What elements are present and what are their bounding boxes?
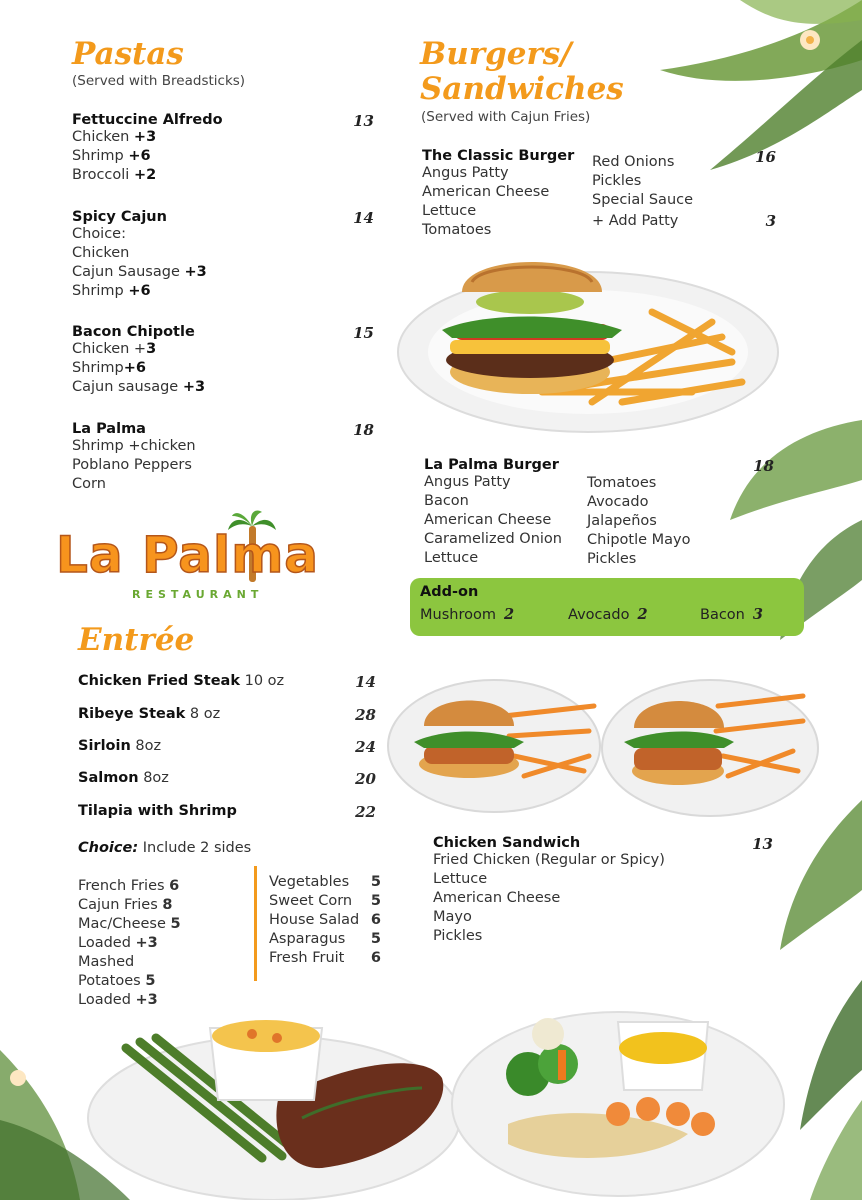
- entree-item: [78, 673, 376, 689]
- entree-item: [78, 770, 376, 786]
- burgers-title-line1: Burgers/: [420, 36, 572, 72]
- entree-item: [78, 738, 376, 754]
- burger-ingredient: Red Onions: [592, 154, 675, 170]
- classic-burger: [422, 148, 776, 238]
- pasta-option-price: +3: [184, 264, 207, 280]
- logo-tagline: RESTAURANT: [132, 588, 264, 601]
- add-patty-label: + Add Patty: [592, 213, 679, 229]
- addon-box: [410, 578, 804, 636]
- side-item: Fresh Fruit 6: [269, 950, 381, 966]
- entree-item-price: 24: [355, 738, 376, 756]
- pasta-option-price: +6: [128, 148, 151, 164]
- sandwich-ingredient: Fried Chicken (Regular or Spicy): [433, 852, 665, 868]
- addon-item: Bacon 3: [700, 606, 763, 623]
- entree-item-name: Sirloin: [78, 738, 131, 754]
- classic-burger-photo: [392, 242, 784, 438]
- entree-item: [78, 706, 376, 722]
- entree-item-price: 28: [355, 706, 376, 724]
- add-patty-price: 3: [765, 212, 776, 230]
- side-item: Cajun Fries 8: [78, 897, 173, 913]
- pasta-option: Cajun sausage: [72, 379, 183, 395]
- burger-ingredient: Special Sauce: [592, 192, 694, 208]
- pasta-option: Cajun Sausage: [72, 264, 185, 280]
- sandwich-name: Chicken Sandwich: [433, 835, 581, 851]
- side-item: Asparagus 5: [269, 931, 381, 947]
- steak-plate-photo: [82, 1008, 466, 1200]
- sides-right-list: [269, 873, 381, 968]
- entree-item-name: Tilapia with Shrimp: [78, 803, 237, 819]
- entree-item-name: Salmon: [78, 770, 139, 786]
- restaurant-logo: [56, 508, 376, 608]
- pasta-item-name: Spicy Cajun: [72, 209, 167, 225]
- pasta-option: Shrimp: [72, 360, 124, 376]
- burger-ingredient: Pickles: [587, 551, 637, 567]
- side-item: Mac/Cheese 5: [78, 916, 181, 932]
- addon-title: Add-on: [420, 584, 479, 600]
- chicken-sandwich-photo: [384, 676, 824, 820]
- side-item: House Salad 6: [269, 912, 381, 928]
- addon-item: Mushroom 2: [420, 606, 515, 623]
- entree-item: [78, 803, 376, 819]
- pasta-item-price: 15: [353, 324, 374, 342]
- sandwich-price: 13: [752, 835, 773, 853]
- sides-left-list: [78, 877, 190, 1010]
- pasta-option: Corn: [72, 476, 106, 492]
- burger-ingredient: Caramelized Onion: [424, 531, 562, 547]
- burger-ingredient: Jalapeños: [587, 513, 657, 529]
- pasta-item-price: 18: [353, 421, 374, 439]
- sandwich-ingredient: American Cheese: [433, 890, 561, 906]
- pasta-item: [72, 112, 374, 185]
- pasta-option: Chicken: [72, 129, 134, 145]
- burger-ingredient: Pickles: [592, 173, 642, 189]
- pasta-option-price: +3: [182, 379, 206, 395]
- sandwich-ingredient: Mayo: [433, 909, 472, 925]
- entree-item-price: 20: [355, 770, 376, 788]
- pasta-item: [72, 209, 374, 301]
- tilapia-plate-photo: [448, 994, 788, 1200]
- entree-item-size: 8oz: [138, 770, 169, 786]
- pasta-option-price: +2: [133, 167, 157, 183]
- burger-ingredient: Tomatoes: [422, 222, 492, 238]
- pasta-item: [72, 324, 374, 397]
- pasta-item-price: 13: [353, 112, 374, 130]
- burgers-subtitle: (Served with Cajun Fries): [421, 109, 591, 125]
- entree-title: Entrée: [78, 622, 195, 658]
- entree-item-name: Chicken Fried Steak: [78, 673, 240, 689]
- burger-price: 16: [755, 148, 776, 166]
- entree-item-price: 14: [355, 673, 376, 691]
- entree-item-name: Ribeye Steak: [78, 706, 186, 722]
- pasta-option: Shrimp: [72, 283, 129, 299]
- burger-ingredient: Tomatoes: [587, 475, 657, 491]
- entree-item-size: 10 oz: [240, 673, 285, 689]
- sides-divider: [254, 866, 257, 981]
- burger-ingredient: Angus Patty: [422, 165, 509, 181]
- pasta-option: Poblano Peppers: [72, 457, 192, 473]
- burgers-title-line2: Sandwiches: [420, 71, 624, 107]
- pasta-item-name: Fettuccine Alfredo: [72, 112, 223, 128]
- burger-ingredient: American Cheese: [424, 512, 552, 528]
- burger-price: 18: [753, 457, 774, 475]
- la-palma-burger: [424, 457, 774, 572]
- burger-name: The Classic Burger: [422, 148, 575, 164]
- burger-ingredient: Angus Patty: [424, 474, 511, 490]
- pasta-option: Broccoli: [72, 167, 134, 183]
- pasta-item-price: 14: [353, 209, 374, 227]
- entree-item-price: 22: [355, 803, 376, 821]
- burger-ingredient: Avocado: [587, 494, 649, 510]
- pasta-item: [72, 421, 374, 494]
- pasta-option: Chicken: [72, 245, 130, 261]
- burger-ingredient: American Cheese: [422, 184, 550, 200]
- choice-text: Include 2 sides: [138, 840, 252, 856]
- burger-name: La Palma Burger: [424, 457, 559, 473]
- pasta-option-price: +6: [128, 283, 151, 299]
- logo-name: La Palma: [56, 526, 320, 584]
- burger-ingredient: Chipotle Mayo: [587, 532, 691, 548]
- pasta-item-name: Bacon Chipotle: [72, 324, 195, 340]
- entree-choice: [78, 840, 251, 856]
- sandwich-ingredient: Pickles: [433, 928, 483, 944]
- pasta-option: Shrimp +chicken: [72, 438, 196, 454]
- side-item: Loaded +3: [78, 935, 158, 951]
- burger-ingredient: Lettuce: [424, 550, 479, 566]
- entree-item-size: 8oz: [130, 738, 162, 754]
- pastas-title: Pastas: [72, 36, 184, 72]
- pasta-option-price: +3: [133, 129, 157, 145]
- pasta-item-name: La Palma: [72, 421, 146, 437]
- side-item: Sweet Corn 5: [269, 893, 381, 909]
- pasta-option-price: 3: [146, 341, 157, 357]
- pasta-option: Choice:: [72, 226, 126, 242]
- choice-label: Choice:: [78, 840, 139, 856]
- side-item: Mashed Potatoes 5: [78, 954, 156, 989]
- sandwich-ingredient: Lettuce: [433, 871, 488, 887]
- entree-item-size: 8 oz: [185, 706, 221, 722]
- pasta-option: Chicken +: [72, 341, 147, 357]
- burger-ingredient: Lettuce: [422, 203, 477, 219]
- burger-ingredient: Bacon: [424, 493, 469, 509]
- pasta-option-price: +6: [123, 360, 146, 376]
- pastas-subtitle: (Served with Breadsticks): [72, 73, 246, 89]
- side-item: Loaded +3: [78, 992, 158, 1008]
- pasta-option: Shrimp: [72, 148, 129, 164]
- addon-item: Avocado 2: [568, 606, 648, 623]
- side-item: Vegetables 5: [269, 874, 381, 890]
- side-item: French Fries 6: [78, 878, 180, 894]
- chicken-sandwich: [433, 835, 773, 946]
